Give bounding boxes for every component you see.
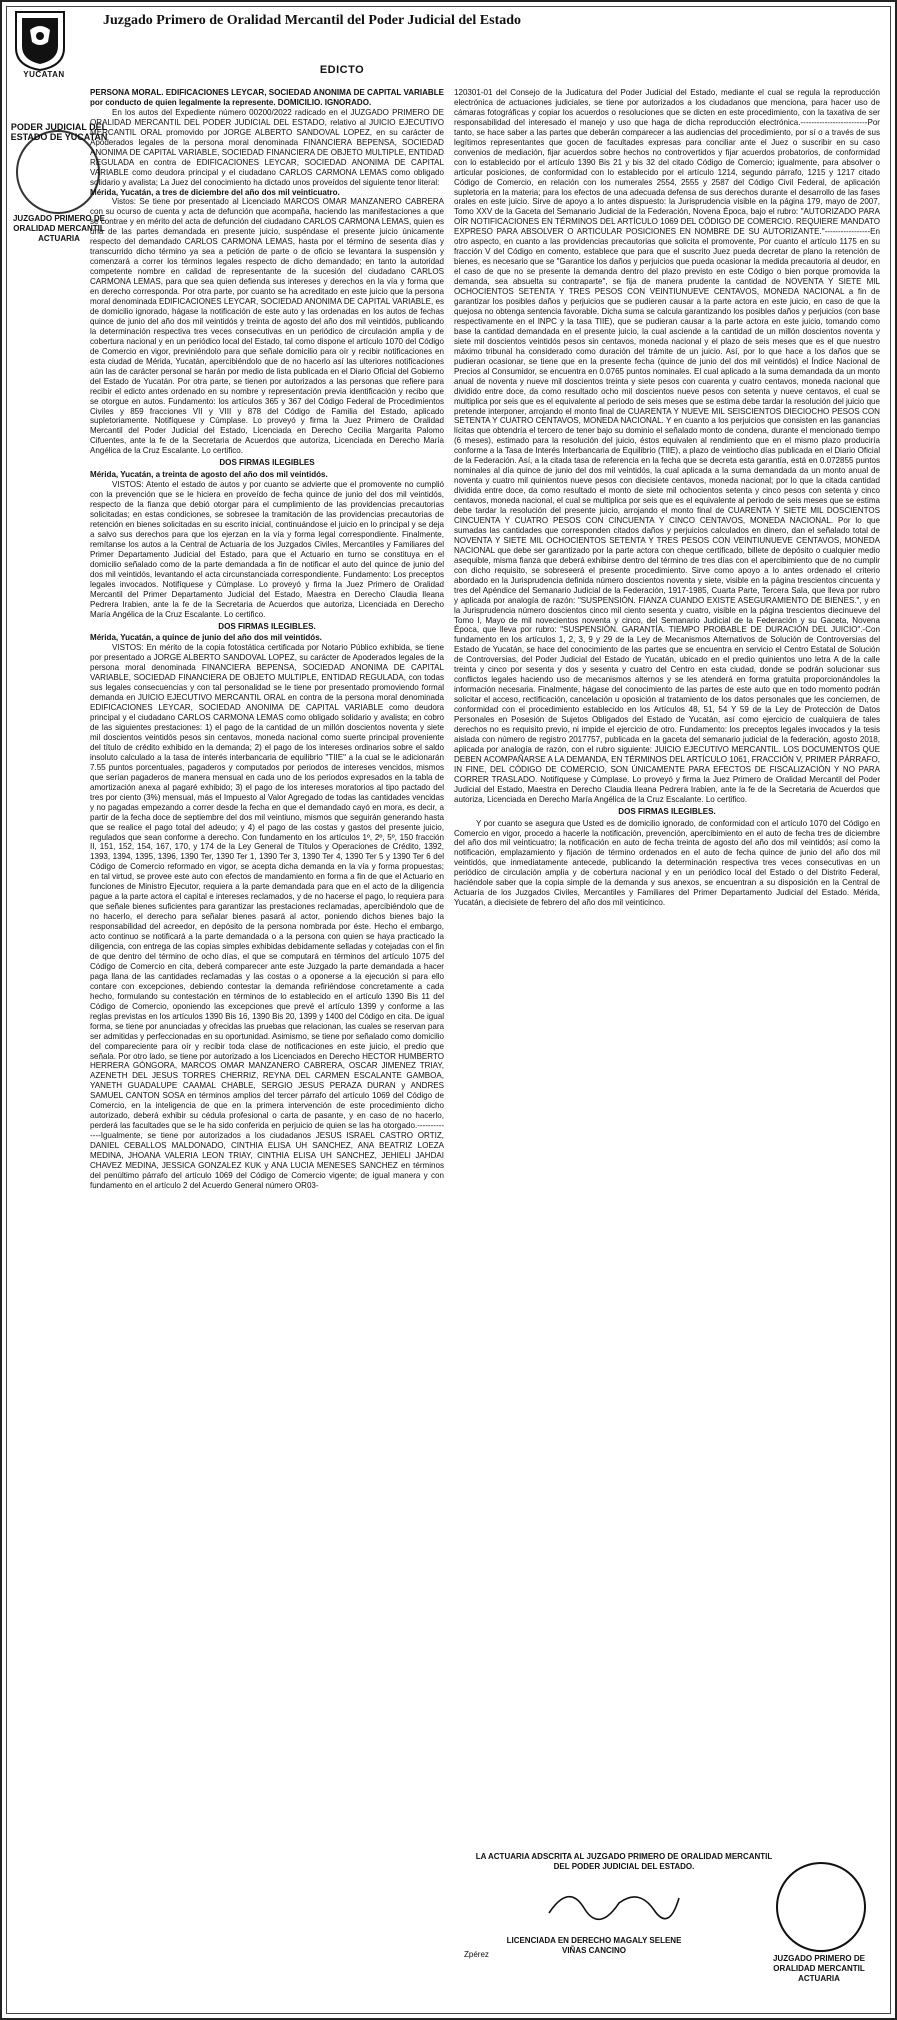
- court-title: Juzgado Primero de Oralidad Mercantil del Poder Judicial del Estado: [102, 13, 522, 28]
- paragraph-notification: Y por cuanto se asegura que Usted es de domicilio ignorado, de conformidad con el artículo 1070 del Código en Comercio en vigor, procedo a hacerle la notificación, prevención, apercibimiento en el auto de fecha tres de diciembre del año dos mil veinticuatro; la notificación en auto de fecha treinta de agosto del año dos mil veintidós; así como la notificación, emplazamiento y fijación de término ordenados en el auto de fecha quince de junio del año dos mil veintidós, que inmediatamente antecede, publicando la determinación respectiva tres veces consecutivas en un periódico de circulación amplia y de cobertura nacional y en un periódico local del Estado o del Distrito Federal, haciéndole saber que la copia simple de la demanda y sus anexos, se encuentran a su disposición en la Central de Actuaría de los Juzgados Civiles, Mercantiles y Familiares del Primer Departamento Judicial del Estado. Mérida, Yucatán, a diecisiete de febrero del año dos mil veinticinco.: [454, 818, 880, 908]
- dateline: Mérida, Yucatán, a treinta de agosto del año dos mil veintidós.: [90, 470, 328, 480]
- signature-block: [454, 1852, 880, 2002]
- stamp-seal-icon: [776, 1862, 866, 1952]
- paragraph: Vistos: Se tiene por presentado al Licenciado MARCOS OMAR MANZANERO CABRERA con su ocurso de cuenta y acta de defunción que acompaña, haciendo las manifestaciones a que se contrae y en mérito del acta de defunción del ciudadano CARLOS CARMONA LEMAS, quien es una de las partes demandada en presente juicio, suspéndase el presente juicio únicamente respecto del demandado CARLOS CARMONA LEMAS, hasta por el término de sesenta días y transcurrido dicho término ya sea a petición de parte o de oficio se levantara la suspensión y comenzará a correr los términos legales respecto de dicho demandado; en tanto la autoridad competente nombre en calidad de representante de la sucesión del ciudadano CARLOS CARMONA LEMAS, para que sea quien defienda sus intereses y derechos en la vía y forma que en derecho corresponda. Por otra parte, por cuanto se ha acreditado en este juicio que la persona moral denominada EDIFICACIONES LEYCAR, SOCIEDAD ANONIMA DE CAPITAL VARIABLE, es de domicilio ignorado, hágase la notificación de este auto y las ordenadas en los autos de fechas quince de junio del año dos mil veintidós y treinta de agosto del año dos mil veintidós, publicando la determinación respectiva tres veces consecutivas en un periódico de circulación amplia y de cobertura nacional y en un periódico local del Estado, tal como dispone el artículo 1070 del Código de Comercio en vigor, previniéndolo para que señale domicilio para oír y recibir notificaciones en esta ciudad de Mérida, Yucatán, apercibiéndolo que de no hacerlo así las ulteriores notificaciones aún las de carácter personal se harán por medio de lista publicada en el Diario Oficial del Gobierno del Estado de Yucatán. Por otra parte, se tienen por autorizados a las personas que refiere para recibir el edicto antes ordenado en su nombre y representación previa identificación y recibo que se otorgue en autos. Fundamento: los artículos 365 y 367 del Código Federal de Procedimientos Civiles y 859 fracciones VII y VIII y 878 del Código de Familia del Estado, aplicado supletoriamente. Notifíquese y Cúmplase. Lo proveyó y firma la Juez Primero de Oralidad Mercantil del Poder Judicial del Estado, Licenciada en Derecho Cecilia Margarita Palomo Cifuentes, ante la fe de la Secretaria de Acuerdos que autoriza, Licenciada en Derecho María Angélica de la Cruz Escalante. Lo certifico.: [90, 197, 444, 456]
- judicial-stamp-right: [764, 1858, 874, 1998]
- paragraph-intro: En los autos del Expediente número 00200/2022 radicado en el JUZGADO PRIMERO DE ORALIDAD MERCANTIL DEL PODER JUDICIAL DEL ESTADO, relativo al JUICIO EJECUTIVO MERCANTIL ORAL promovido por JORGE ALBERTO SANDOVAL LOPEZ, en su carácter de Apoderados legales de la persona moral denominada FINANCIERA BEPENSA, SOCIEDAD ANONIMA DE CAPITAL VARIABLE, SOCIEDAD FINANCIERA DE OBJETO MULTIPLE, ENTIDAD REGULADA en contra de EDIFICACIONES LEYCAR, SOCIEDAD ANONIMA DE CAPITAL VARIABLE como deudora principal y el ciudadano CARLOS CARMONA LEMAS como obligado solidario y avalista; La Juez del conocimiento ha dictado unos proveídos del siguiente tenor literal:: [90, 107, 444, 187]
- stamp-left-caption: JUZGADO PRIMERO DE ORALIDAD MERCANTIL ACTUARIA: [12, 214, 105, 243]
- yucatan-crest-icon: [12, 8, 68, 72]
- right-text-column: [454, 88, 880, 908]
- signature-note: DOS FIRMAS ILEGIBLES.: [218, 621, 316, 631]
- dateline: Mérida, Yucatán, a tres de diciembre del año dos mil veinticuatro.: [90, 187, 340, 197]
- left-text-column: [90, 88, 444, 1191]
- handwritten-signature-icon: [544, 1878, 684, 1928]
- paragraph: VISTOS: En mérito de la copia fotostática certificada por Notario Público exhibida, se tiene por presentado a JORGE ALBERTO SANDOVAL LOPEZ, su carácter de Apoderados legales de la persona moral denominada FINANCIERA BEPENSA, SOCIEDAD ANONIMA DE CAPITAL VARIABLE, SOCIEDAD FINANCIERA DE OBJETO MULTIPLE, ENTIDAD REGULADA, con todas sus legales consecuencias y con tal personalidad se le tiene por presentado promoviendo formal demanda en JUICIO EJECUTIVO MERCANTIL ORAL en contra de la persona moral denominada EDIFICACIONES LEYCAR, SOCIEDAD ANONIMA DE CAPITAL VARIABLE como deudora principal y el ciudadano CARLOS CARMONA LEMAS como obligado solidario y avalista; en cobro de las siguientes prestaciones: 1) el pago de la cantidad de un millón doscientos noventa y siete mil doscientos veintidós pesos sin centavos, moneda nacional como suerte principal proveniente del título de crédito exhibido en la demanda; 2) el pago de los intereses ordinarios sobre el saldo insoluto calculado a la tasa de interés interbancaria de equilibrio "TIIE" a la cual se le adicionarán 7.55 puntos porcentuales, pagaderos y computados por periodos de intereses vencidos, mismos que serían pagaderos de manera mensual en cada uno de los periodos expresados en la tabla de amortización anexa al pagaré exhibido; 3) el pago de los intereses moratorios al tipo pactado del tres por ciento (3%) mensual, más el Impuesto al Valor Agregado de todas las cantidades vencidas y no pagadas empezando a correr desde la fecha en que el demandado cayó en mora, es decir, a partir de la fecha doce de septiembre del dos mil veintiuno, mismos que seguirán generando hasta que se realice el pago total del adeudo; y 4) el pago de las costas y gastos del presente juicio, regulados que sean conforme a derecho. Con fundamento en los artículos 1º, 2º, 5º, 150 fracción II, 151, 152, 154, 167, 170, y 174 de la Ley General de Títulos y Operaciones de Crédito, 1392, 1393, 1394, 1395, 1396, 1390 Ter, 1390 Ter 1, 1390 Ter 3, 1390 Ter 4, 1390 Ter 5 y 1390 Ter 6 del Código de Comercio reformado en vigor, se acepta dicha demanda en la vía y forma propuestas; en tal virtud, se provee este auto con efectos de mandamiento en forma a fin de que el Actuario en funciones de Ministro Ejecutor, requiera a la parte demandada para que en el acto de la diligencia pague a la parte actora el capital e intereses reclamados, y de no hacerse el pago, lo requiera para que señale bienes suficientes para garantizar las prestaciones reclamadas, apercibiéndolo que de no hacerlo, el derecho para señalar bienes pasará al actor, poniendo dichos bienes bajo la responsabilidad del acreedor, en depósito de la persona nombrada por éste. Hecho el embargo, acto continuo se notificará a la parte demandada o a la persona con quien se haya practicado la diligencia, con entrega de las copias simples exhibidas debidamente selladas y cotejadas con el fin de que dentro del término de ocho días, el que se computará en términos del artículo 1075 del Código de Comercio en cita, deberá comparecer ante este Juzgado la parte demandada a hacer paga llana de las cantidades reclamadas y las costas o a oponerse a la ejecución si para ello contare con excepciones, debiendo contestar la demanda refiriéndose concretamente a cada hecho, formulando su contestación en términos de lo establecido en el artículo 1390 Bis 11 del Código de Comercio, oponiendo las excepciones que prevé el artículo 1399 y conforme a las reglas previstas en los artículos 1390 Bis 16, 1390 Bis 20, 1399 y 1400 del Código en cita. De igual forma, se tiene por anunciadas y ofrecidas las pruebas que relacionan, las cuales se reservan para ser admitidas y perfeccionadas en su oportunidad. Asimismo, se tiene por señalado como domicilio del compareciente para oír y recibir toda clase de notificaciones en este juicio, el predio que señala. Por otro lado, se tiene por autorizado a los Licenciados en Derecho HECTOR HUMBERTO HERRERA GÓNGORA, MARCOS OMAR MANZANERO CABRERA, OSCAR JIMENEZ TRIAY, AZENETH DEL JESUS TORRES CHERRIZ, REYNA DEL CARMEN ESCALANTE GAMBOA, YANETH GUADALUPE CAAMAL CHABLE, SERGIO JESUS PERAZA DURAN y ANDRES SAMUEL CANTON SOSA en términos amplios del tercer párrafo del artículo 1069 del Código de Comercio, en la inteligencia de que en la primera intervención de este procedimiento dicho autorizado, deberá exhibir su cédula profesional o carta de pasante, y en caso de no hacerlo, perderá las facultades que se le ha sido conferida en perjuicio de quien se las ha otorgado.--------------Igualmente, se tiene por autorizados a los ciudadanos JESUS ISRAEL CASTRO ORTIZ, DANIEL CEBALLOS MALDONADO, CINTHIA ELISA UH SANCHEZ, ANA BEATRIZ LOEZA MEDINA, JHOANA VALERIA LEON TRIAY, CINTHIA ELISA UH SANCHEZ, JEHIELI JAHDAI CHAVEZ MEDINA, JESSICA GONZALEZ KUK y ANA LUCIA MENESES SANCHEZ en términos del penúltimo párrafo del artículo 1069 del Código de Comercio vigente; de igual manera y con fundamento en el artículo 2 del Acuerdo General número OR03-: [90, 643, 444, 1190]
- dateline: Mérida, Yucatán, a quince de junio del año dos mil veintidós.: [90, 633, 322, 643]
- edict-heading: EDICTO: [319, 64, 365, 76]
- signature-note: DOS FIRMAS ILEGIBLES: [219, 458, 315, 468]
- stamp-left-text: PODER JUDICIAL DEL ESTADO DE YUCATAN: [10, 122, 108, 142]
- paragraph: VISTOS: Atento el estado de autos y por cuanto se advierte que el promovente no cumplió con la prevención que se le hiciera en proveído de fecha quince de junio del dos mil veintidós, respecto de la fianza que debió otorgar para el cumplimiento de las providencias precautorias solicitadas; en estas condiciones, se sobresee la tramitación de las providencias precautorias de retención en bienes solicitadas en su escrito inicial, continuándose el juicio en lo principal y se deja a salvo sus derechos para que los ejerzan en la vía y forma legal correspondiente. Finalmente, remítanse los autos a la Central de Actuaría de los Juzgados Civiles, Mercantiles y Familiares del Primer Departamento Judicial del Estado, para que el Actuario en turno se constituya en el domicilio señalado como de la parte demandada a fin de notificar el auto del quince de junio del dos mil veintidós, levantando el acta circunstanciada correspondiente. Fundamento: Los preceptos legales invocados. Notifíquese y Cúmplase. Lo proveyó y firma la Juez Primero de Oralidad Mercantil del Primer Departamento Judicial del Estado, Maestra en Derecho Claudia Ileana Pedrera Irabien, ante la fe de la Secretaria de Acuerdos que autoriza, Licenciada en Derecho María Angélica de la Cruz Escalante. Lo certifico.: [90, 480, 444, 619]
- stamp-seal-icon: [16, 130, 100, 214]
- signature-note: DOS FIRMAS ILEGIBLES.: [618, 806, 716, 816]
- crest-label: YUCATAN: [23, 70, 65, 79]
- initials: Zpérez: [464, 1950, 489, 1959]
- actuary-title: LA ACTUARIA ADSCRITA AL JUZGADO PRIMERO DE ORALIDAD MERCANTIL DEL PODER JUDICIAL DEL ESTADO.: [475, 1852, 773, 1871]
- stamp-right-caption: JUZGADO PRIMERO DE ORALIDAD MERCANTIL ACTUARIA: [772, 1954, 865, 1983]
- document-header: [2, 2, 889, 86]
- paragraph: 120301-01 del Consejo de la Judicatura del Poder Judicial del Estado, mediante el cual se regula la reproducción electrónica de actuaciones judiciales, se tiene por autorizados a los ciudadanos que menciona, para hacer uso de cámaras fotográficas y copiar los acuerdos o resoluciones que se dicten en este procedimiento, con la taxativa de ser responsabilidad del interesado el manejo y uso que haga de dicha reproducción electrónica.-------------------------Por tanto, se hace saber a las partes que deberán comparecer a las audiencias del procedimiento, por sí o a través de sus legítimos representantes que gocen de facultades expresas para conciliar ante el Juez o suscribir en su caso convenios de mediación, fijar acuerdos sobre hechos no controvertidos y fijar acuerdos probatorios, de conformidad con lo establecido por el artículo 1390 Bis 21 y bis 32 del citado Código de Comercio; igualmente, para absolver o articular posiciones, de conformidad con lo establecido por el artículo 1214, segundo párrafo, 1215 y 1217 citado Código de Comercio, en relación con los numerales 2554, 2555 y 2587 del Código Civil Federal, de aplicación supletoria en la materia; para los efectos de una adecuada defensa de sus derechos durante el desarrollo de las fases orales en este juicio. Sirve de apoyo a lo antes dispuesto: la Jurisprudencia visible en la página 179, mayo de 2007, Tomo XXV de la Gaceta del Semanario Judicial de la Federación, Novena Época, bajo el rubro: "AUTORIZADO PARA OÍR NOTIFICACIONES EN TÉRMINOS DEL ARTÍCULO 1069 DEL CÓDIGO DE COMERCIO. REQUIERE MANDATO EXPRESO PARA ABSOLVER O ARTICULAR POSICIONES EN NOMBRE DE SU AUTORIZANTE."-----------------En otro aspecto, en cuanto a las providencias precautorias que solicita el promovente, Por cuanto el artículo 1175 en su fracción V del Código en comento, establece que para que el suscrito Juez pueda decretar de plano la retención de bienes, es necesario que se "Garantice los daños y perjuicios que pueda ocasionar la medida precautoria al deudor, en el caso de que no se presente la demanda dentro del plazo previsto en este Código o bien porque promovida la demanda, sea absuelta su contraparte", se fija de manera prudente la cantidad de NOVENTA Y SIETE MIL OCHOCIENTOS SETENTA Y TRES PESOS CON VEINTIUNUEVE CENTAVOS, MONEDA NACIONAL a fin de garantizar los posibles daños y perjuicios que se pudieren causar a la parte actora en este juicio, en caso de que la quejosa no obtenga sentencia favorable. Dicha suma se calcula garantizando los posibles daños y perjuicios (con base respectivamente en el INPC y la tasa TIIE), que se pudieran causar a la parte actora en este juicio, tomando como base la cantidad demandada en el presente juicio, la cual asciende a la cantidad de un millón doscientos noventa y siete mil doscientos veintidós pesos sin centavos, moneda nacional y el plazo de seis meses que es el que nuestro máximo tribunal ha considerado como duración del trámite de un juicio. Así, por lo que hace a los daños que se pudieran ocasionar, se tiene que en la presente fecha (quince de junio del dos mil veintidós) el Índice Nacional de Precios al Consumidor, se encuentra en 0.0765 puntos nominales. El cual aplicado a la suma demandada da un monto anual de noventa y nueve mil doscientos treinta y siete pesos con cuarenta y cuatro centavos, moneda nacional que dividido entre doce, da como resultado ocho mil doscientos nueve pesos con setenta y nueve centavos, el cual se multiplica por seis que es el equivalente al periodo de seis meses que se estima debe tardar la resolución del juicio que pretende interponer, arrojando el monto final de CUARENTA Y NUEVE MIL SEISCIENTOS DIECIOCHO PESOS CON SETENTA Y CUATRO CENTAVOS, MONEDA NACIONAL. Y en cuanto a los perjuicios que consisten en las ganancias lícitas que obtendría el tercero de tener bajo su dominio el señalado monto de condena, durante el mencionado tiempo (6 meses), estimado para la resolución del juicio, éstos equivalen al rendimiento que en el mismo plazo produciría conforme a la Tasa de Interés Interbancaria de Equilibrio (TIIE), a plazo de veintiocho días publicada en el Diario Oficial de la Federación. Así, a la citada tasa de referencia en la fecha que se decreta esta garantía, está en 0.072855 puntos nominales al día quince de junio del dos mil veintidós, la cual aplicada a la suma demandada da un monto anual de noventa y cuatro mil quinientos nueve pesos con diecisiete centavos, moneda nacional; por lo que la citada cantidad dividida entre doce, da como resultado el monto de siete mil ochocientos setenta y cinco pesos con setenta y cinco centavos, moneda nacional, el cual se multiplica por seis que es el equivalente al periodo de seis meses que se estima debe tardar la resolución del presente juicio, arrojando el monto final de CUARENTA Y SIETE MIL DOSCIENTOS CINCUENTA Y CUATRO PESOS CON CINCUENTA Y CINCO CENTAVOS, MONEDA NACIONAL. Por lo que sumadas las cantidades que corresponden citados daños y perjuicios calculados en dinero, dan el señalado total de NOVENTA Y SIETE MIL OCHOCIENTOS SETENTA Y TRES PESOS CON VEINTIUNUEVE CENTAVOS, MONEDA NACIONAL que debe ser garantizado por la parte actora con cheque certificado, billete de depósito o cualquier medio asequible, misma fianza que deberá exhibirse dentro del término de tres días con el apercibimiento que de no cumplir con dicho requisito, se sobreseerá el presente procedimiento. Sirve como apoyo a lo antes ordenado el criterio abordado en la Jurisprudencia definida número doscientos noventa y siete, visible en la página trescientos cincuenta y tres del Apéndice del Semanario Judicial de la Federación, 1917-1985, Cuarta Parte, Tercera Sala, que lleva por rubro y aplicada por analogía de razón: "SUSPENSIÓN. FIANZA CUANDO EXISTE ASEGURAMIENTO DE BIENES.", y en la Jurisprudencia número doscientos cinco mil ciento sesenta y cuatro, visible en la página trescientos diecinueve del Tomo I, Mayo de mil novecientos noventa y cinco, del Semanario Judicial de la Federación y su Gaceta, Novena Época, que lleva por rubro: "SUSPENSIÓN. GARANTÍA. TIEMPO PROBABLE DE DURACIÓN DEL JUICIO".-Con fundamento en los artículos 1, 2, 3, 9 y 29 de la Ley de Mecanismos Alternativos de Solución de Controversias del Estado de Yucatán, se hace del conocimiento de las partes que se encuentra en servicio el Centro Estatal de Solución de Controversias, del Poder Judicial del Estado de Yucatán, ubicado en el predio quinientos uno letra A de la calle treinta y cinco por sesenta y dos y sesenta y cuatro del Centro en esta ciudad, donde se podrán solucionar sus conflictos legales haciendo uso de mecanismos alternos y se les atenderá en forma gratuita proporcionándoles la información necesaria. Finalmente, hágase del conocimiento de las partes de este auto que en todo momento podrán solicitar el acceso, rectificación, cancelación u oposición al tratamiento de los datos personales que les conciernen, de conformidad con el procedimiento establecido en los Artículos 48, 51, 54 Y 59 de la Ley de Protección de Datos Personales en Posesión de Sujetos Obligados del Estado de Yucatán, así como ejercicio de cualquiera de tales derechos no es requisito previo, ni impide el ejercicio de otro. Fundamento: los preceptos legales invocados y la tesis aislada con número de registro 2017757, publicada en la gaceta del semanario judicial de la federación, agosto 2018, aplicada por analogía de razón, con el rubro siguiente: JUICIO EJECUTIVO MERCANTIL. LOS DOCUMENTOS QUE DEBEN ACOMPAÑARSE A LA DEMANDA, EN TÉRMINOS DEL ARTÍCULO 1061, FRACCIÓN V, PRIMER PÁRRAFO, IN FINE, DEL CÓDIGO DE COMERCIO, SON ÚNICAMENTE PARA EFECTOS DE FISCALIZACIÓN Y NO PARA CORRER TRASLADO. Notifíquese y Cúmplase. Lo proveyó y firma la Juez Primero de Oralidad Mercantil del Poder Judicial del Estado, Maestra en Derecho Claudia Ileana Pedrera Irabien, ante la fe de la Secretaria de Acuerdos que autoriza, Licenciada en Derecho María Angélica de la Cruz Escalante. Lo certifico.: [454, 88, 880, 804]
- addressee: PERSONA MORAL. EDIFICACIONES LEYCAR, SOCIEDAD ANONIMA DE CAPITAL VARIABLE por conducto de quien legalmente la represente. DOMICILIO. IGNORADO.: [90, 88, 444, 107]
- actuary-name: LICENCIADA EN DERECHO MAGALY SELENE VIÑAS CANCINO: [506, 1936, 682, 1955]
